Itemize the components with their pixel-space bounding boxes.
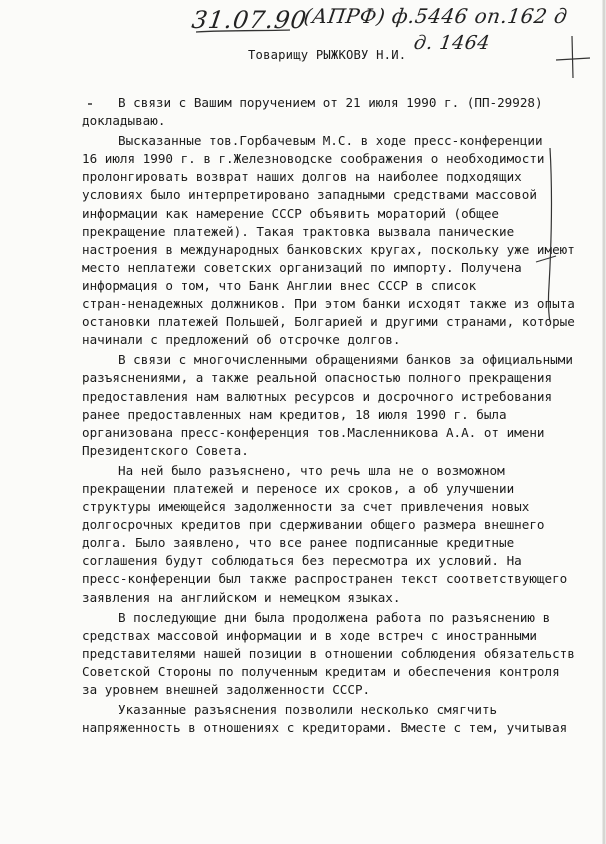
paragraph-2-line-2: 16 июля 1990 г. в г.Железноводске соображения о необходимости	[82, 151, 545, 167]
paragraph-5-line-4: Советской Стороны по полученным кредитам и обеспечения контроля	[82, 663, 560, 679]
paragraph-2-line-4: условиях было интерпретировано западными средствами массовой	[82, 187, 537, 203]
paragraph-2-line-12: начинали с предложений об отсрочке долгов.	[82, 332, 401, 348]
paragraph-2-line-1: Высказанные тов.Горбачевым М.С. в ходе пресс-конференции	[118, 133, 543, 149]
paragraph-2-line-7: настроения в международных банковских кругах, поскольку уже имеют	[82, 241, 575, 257]
paragraph-4-line-7: пресс-конференции был также распространен текст соответствующего	[82, 571, 568, 587]
paragraph-3-line-3: предоставления нам валютных ресурсов и досрочного истребования	[82, 388, 553, 404]
paragraph-3-line-1: В связи с многочисленными обращениями банков за официальными	[118, 352, 573, 368]
paragraph-3-line-2: разъяснениями, а также реальной опасностью полного прекращения	[82, 370, 553, 386]
paragraph-4-line-2: прекращении платежей и переносе их сроков, а об улучшении	[82, 480, 515, 496]
paragraph-4-line-1: На ней было разъяснено, что речь шла не о возможном	[118, 462, 505, 478]
paragraph-1-line-2: докладываю.	[82, 113, 166, 129]
letter-body	[82, 94, 575, 737]
paragraph-3-line-6: Президентского Совета.	[82, 442, 249, 458]
paragraph-2-line-11: остановки платежей Польшей, Болгарией и другими странами, которые	[82, 314, 575, 330]
paragraph-6-line-2: напряженность в отношениях с кредиторами. Вместе с тем, учитывая	[82, 720, 568, 736]
cross-mark	[556, 36, 590, 78]
paragraph-3-line-4: ранее предоставленных нам кредитов, 18 июля 1990 г. была	[82, 406, 507, 422]
paragraph-2-line-5: информации как намерение СССР объявить мораторий (общее	[82, 205, 500, 221]
paragraph-5-line-5: за уровнем внешней задолженности СССР.	[82, 682, 371, 697]
handwritten-archive-reference: (АПРФ) ф.5446 оп.162 д	[302, 4, 570, 28]
handwritten-file-number: д. 1464	[412, 32, 492, 54]
paragraph-2-line-6: прекращение платежей). Такая трактовка вызвала панические	[82, 223, 515, 239]
addressee-line: Товарищу РЫЖКОВУ Н.И.	[248, 48, 407, 62]
paragraph-2-line-3: пролонгировать возврат наших долгов на наиболее подходящих	[82, 169, 522, 185]
handwritten-date: 31.07.90	[190, 6, 309, 34]
paragraph-1-line-1: В связи с Вашим поручением от 21 июля 1990 г. (ПП-29928)	[118, 95, 543, 110]
paragraph-2-line-9: информация о том, что Банк Англии внес СССР в список	[82, 277, 477, 293]
paragraph-4-line-4: долгосрочных кредитов при сдерживании общего размера внешнего	[82, 517, 545, 533]
paragraph-3-line-5: организована пресс-конференция тов.Масленникова А.А. от имени	[82, 424, 545, 440]
paragraph-2-line-8: место неплатежи советских организаций по импорту. Получена	[82, 259, 522, 275]
paragraph-4-line-8: заявления на английском и немецком языках.	[82, 589, 401, 605]
paragraph-4-line-5: долга. Было заявлено, что все ранее подписанные кредитные	[82, 535, 515, 551]
paragraph-4-line-3: структуры имеющейся задолженности за счет привлечения новых	[82, 499, 530, 515]
paragraph-4-line-6: соглашения будут соблюдаться без пересмотра их условий. На	[82, 553, 522, 569]
paragraph-5-line-2: средствах массовой информации и в ходе встреч с иностранными	[82, 627, 537, 643]
paragraph-5-line-1: В последующие дни была продолжена работа по разъяснению в	[118, 609, 551, 625]
paragraph-6-line-1: Указанные разъяснения позволили несколько смягчить	[118, 702, 498, 718]
paragraph-5-line-3: представителями нашей позиции в отношении соблюдения обязательств	[82, 645, 575, 661]
paragraph-2-line-10: стран-ненадежных должников. При этом банки исходят также из опыта	[82, 296, 575, 312]
